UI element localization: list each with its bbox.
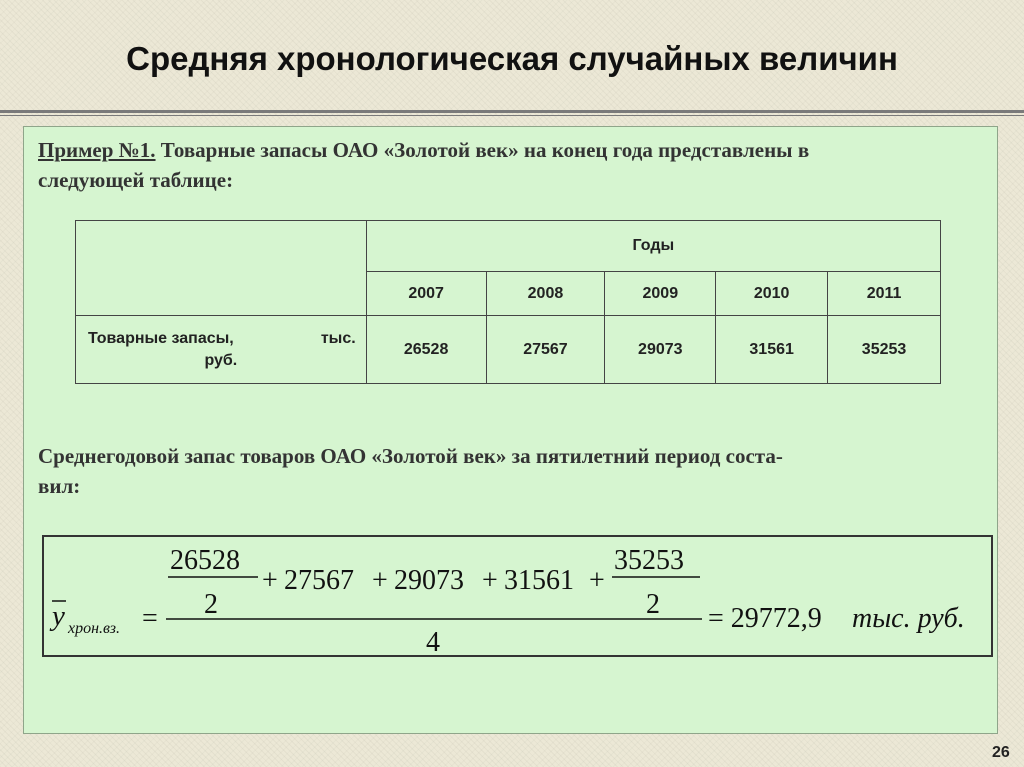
intro-line1: Товарные запасы ОАО «Золотой век» на конец года представлены в [155, 138, 810, 162]
years-group-header: Годы [366, 221, 940, 272]
middle-value-3: 31561 [504, 565, 574, 596]
value-cell: 26528 [366, 316, 486, 384]
intro-text [38, 135, 988, 195]
formula-svg [44, 537, 991, 655]
plus-sign: + [372, 565, 388, 596]
mean-subscript: хрон.вз. [68, 620, 121, 637]
result-unit: тыс. руб. [852, 603, 965, 634]
value-cell: 27567 [486, 316, 605, 384]
plus-sign: + [262, 565, 278, 596]
row-label-inventory [76, 316, 367, 384]
page-number: 26 [992, 744, 1010, 761]
year-header: 2010 [716, 272, 828, 316]
row-label-part2: тыс. [320, 329, 356, 347]
year-header: 2011 [828, 272, 941, 316]
title-divider [0, 110, 1024, 116]
plus-sign: + [482, 565, 498, 596]
first-half-denominator: 2 [204, 589, 218, 620]
formula-box [42, 535, 993, 657]
table-corner-cell [76, 221, 367, 316]
inventory-table [75, 220, 941, 384]
summary-line2: вил: [38, 474, 81, 498]
middle-value-2: 29073 [394, 565, 464, 596]
first-value-numerator: 26528 [170, 545, 240, 576]
plus-sign: + [589, 565, 605, 596]
result-value: = 29772,9 [708, 603, 822, 634]
mean-symbol: y [52, 600, 65, 632]
row-label-part3: руб. [204, 351, 238, 369]
last-half-denominator: 2 [646, 589, 660, 620]
last-value-numerator: 35253 [614, 545, 684, 576]
year-header: 2007 [366, 272, 486, 316]
year-header: 2008 [486, 272, 605, 316]
intro-line2: следующей таблице: [38, 168, 234, 192]
middle-value-1: 27567 [284, 565, 354, 596]
example-label: Пример №1. [38, 138, 156, 162]
year-header: 2009 [605, 272, 716, 316]
value-cell: 29073 [605, 316, 716, 384]
row-label-part1: Товарные запасы, [88, 329, 234, 347]
value-cell: 31561 [716, 316, 828, 384]
equals-sign: = [142, 603, 158, 634]
summary-text [38, 441, 968, 501]
value-cell: 35253 [828, 316, 941, 384]
slide-title: Средняя хронологическая случайных величин [126, 40, 898, 77]
summary-line1: Среднегодовой запас товаров ОАО «Золотой век» за пятилетний период соста- [38, 444, 783, 468]
main-denominator: 4 [426, 627, 440, 655]
